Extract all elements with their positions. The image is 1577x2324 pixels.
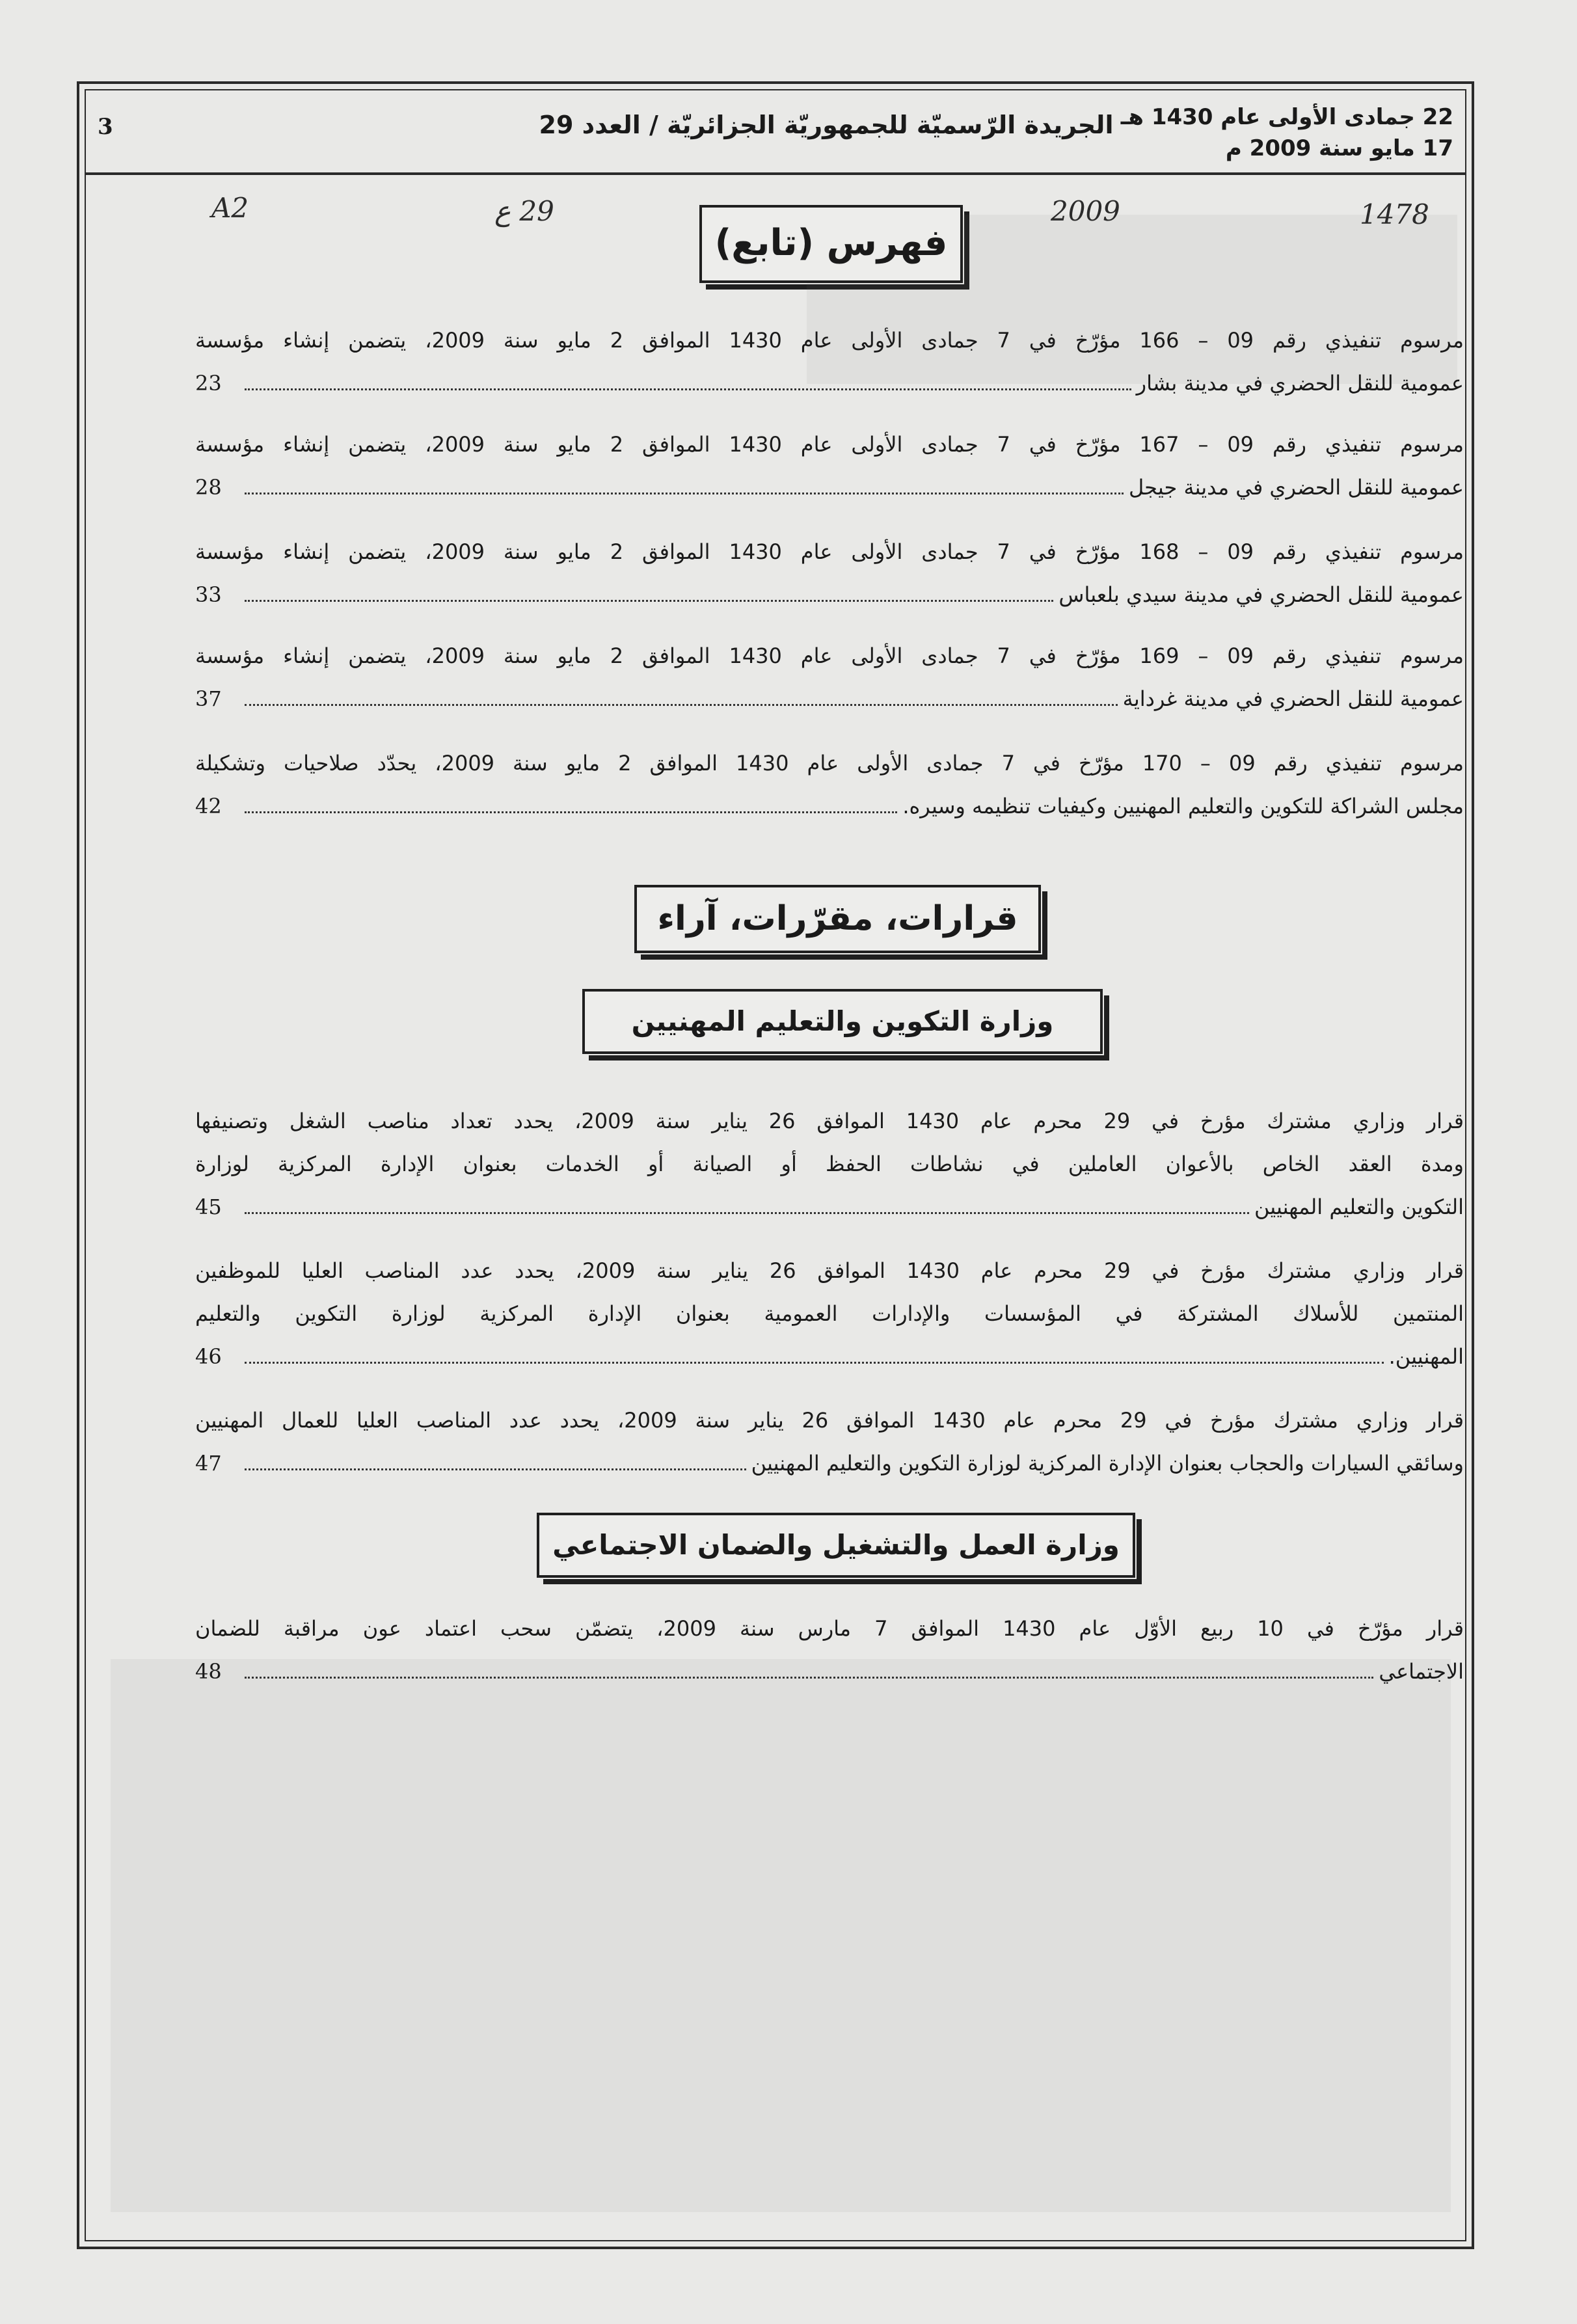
entry-last-line [195,677,1464,720]
section-index-continued [699,205,963,283]
entry-line: مرسوم تنفيذي رقم 09 – 170 مؤرّخ في 7 جمادى الأولى عام 1430 الموافق 2 مايو سنة 2009، يحدّد صلاحيات وتشكيلة [195,751,1464,776]
entry-last-line [195,573,1464,616]
entry-title-end: عمومية للنقل الحضري في مدينة سيدي بلعباس [1058,582,1464,607]
section-decisions-label: قرارات، مقرّرات، آراء [657,899,1018,938]
entry-line: قرار وزاري مشترك مؤرخ في 29 محرم عام 1430 الموافق 26 يناير سنة 2009، يحدد تعداد مناصب الشغل وتصنيفها [195,1109,1464,1133]
handwritten-issue: 29 ع [494,195,554,227]
index-entry [195,1607,1464,1693]
entry-line: مرسوم تنفيذي رقم 09 – 169 مؤرّخ في 7 جمادى الأولى عام 1430 الموافق 2 مايو سنة 2009، يتضمن إنشاء مؤسسة [195,643,1464,668]
entry-title-end: وسائقي السيارات والحجاب بعنوان الإدارة المركزية لوزارة التكوين والتعليم المهنيين [751,1451,1464,1476]
entry-title-end: مجلس الشراكة للتكوين والتعليم المهنيين وكيفيات تنظيمه وسيره. [902,794,1464,818]
date-gregorian: 17 مايو سنة 2009 م [1225,135,1453,161]
entry-line: قرار وزاري مشترك مؤرخ في 29 محرم عام 1430 الموافق 26 يناير سنة 2009، يحدد عدد المناصب العليا للموظفين [195,1258,1464,1283]
handwritten-year: 2009 [1051,195,1120,227]
leader-dots [245,388,1131,390]
entry-last-line [195,785,1464,828]
index-entry [195,319,1464,405]
leader-dots [245,1468,746,1470]
index-entry [195,742,1464,828]
section-index-continued-label: فهرس (تابع) [714,222,948,264]
leader-dots [245,493,1124,494]
section-ministry-labour [537,1513,1135,1578]
entry-line: ومدة العقد الخاص بالأعوان العاملين في نشاطات الحفظ أو الصيانة أو الخدمات بعنوان الإدارة المركزية لوزارة [195,1152,1464,1176]
section-decisions [634,885,1041,953]
entry-page-number: 47 [195,1451,222,1476]
index-entry [195,634,1464,720]
section-ministry-training-label: وزارة التكوين والتعليم المهنيين [631,1005,1054,1037]
handwritten-ref: 1478 [1360,198,1429,230]
entry-line: المنتمين للأسلاك المشتركة في المؤسسات والإدارات العمومية بعنوان الإدارة المركزية لوزارة التكوين والتعليم [195,1301,1464,1326]
index-entry [195,1100,1464,1228]
entry-line: مرسوم تنفيذي رقم 09 – 167 مؤرّخ في 7 جمادى الأولى عام 1430 الموافق 2 مايو سنة 2009، يتضمن إنشاء مؤسسة [195,432,1464,457]
entry-page-number: 46 [195,1344,222,1369]
leader-dots [245,704,1118,706]
leader-dots [245,1212,1249,1214]
handwritten-mark-a2: A2 [211,192,249,224]
entry-line: قرار وزاري مشترك مؤرخ في 29 محرم عام 1430 الموافق 26 يناير سنة 2009، يحدد عدد المناصب العليا للعمال المهنيين [195,1408,1464,1433]
entry-page-number: 33 [195,582,222,607]
entry-last-line [195,1442,1464,1485]
entry-title-end: المهنيين. [1388,1344,1464,1369]
index-entry [195,530,1464,616]
entry-last-line [195,1185,1464,1228]
leader-dots [245,1362,1384,1364]
index-entry [195,423,1464,509]
entry-line: قرار مؤرّخ في 10 ربيع الأوّل عام 1430 الموافق 7 مارس سنة 2009، يتضمّن سحب اعتماد عون مراقبة للضمان [195,1616,1464,1641]
entry-title-end: عمومية للنقل الحضري في مدينة جيجل [1128,475,1464,500]
entry-page-number: 48 [195,1659,222,1684]
journal-title: الجريدة الرّسميّة للجمهوريّة الجزائريّة / العدد 29 [539,111,1114,139]
entry-last-line [195,362,1464,405]
index-entry [195,1399,1464,1485]
leader-dots [245,1677,1373,1679]
entry-last-line [195,466,1464,509]
entry-title-end: عمومية للنقل الحضري في مدينة غرداية [1122,686,1464,711]
entry-title-end: الاجتماعي [1379,1659,1464,1684]
section-ministry-labour-label: وزارة العمل والتشغيل والضمان الاجتماعي [552,1529,1120,1561]
entry-last-line [195,1335,1464,1378]
entry-page-number: 37 [195,686,222,711]
entry-page-number: 42 [195,794,222,818]
date-hijri: 22 جمادى الأولى عام 1430 هـ [1120,104,1453,130]
entry-line: مرسوم تنفيذي رقم 09 – 168 مؤرّخ في 7 جمادى الأولى عام 1430 الموافق 2 مايو سنة 2009، يتضمن إنشاء مؤسسة [195,539,1464,564]
entry-page-number: 28 [195,475,222,500]
entry-page-number: 45 [195,1195,222,1219]
entry-page-number: 23 [195,371,222,396]
index-entry [195,1249,1464,1378]
section-ministry-training [582,989,1103,1054]
entry-line: مرسوم تنفيذي رقم 09 – 166 مؤرّخ في 7 جمادى الأولى عام 1430 الموافق 2 مايو سنة 2009، يتضمن إنشاء مؤسسة [195,328,1464,353]
leader-dots [245,600,1053,602]
page-number: 3 [98,114,113,140]
entry-last-line [195,1650,1464,1693]
entry-title-end: عمومية للنقل الحضري في مدينة بشار [1136,371,1464,396]
entry-title-end: التكوين والتعليم المهنيين [1254,1195,1464,1219]
leader-dots [245,811,897,813]
